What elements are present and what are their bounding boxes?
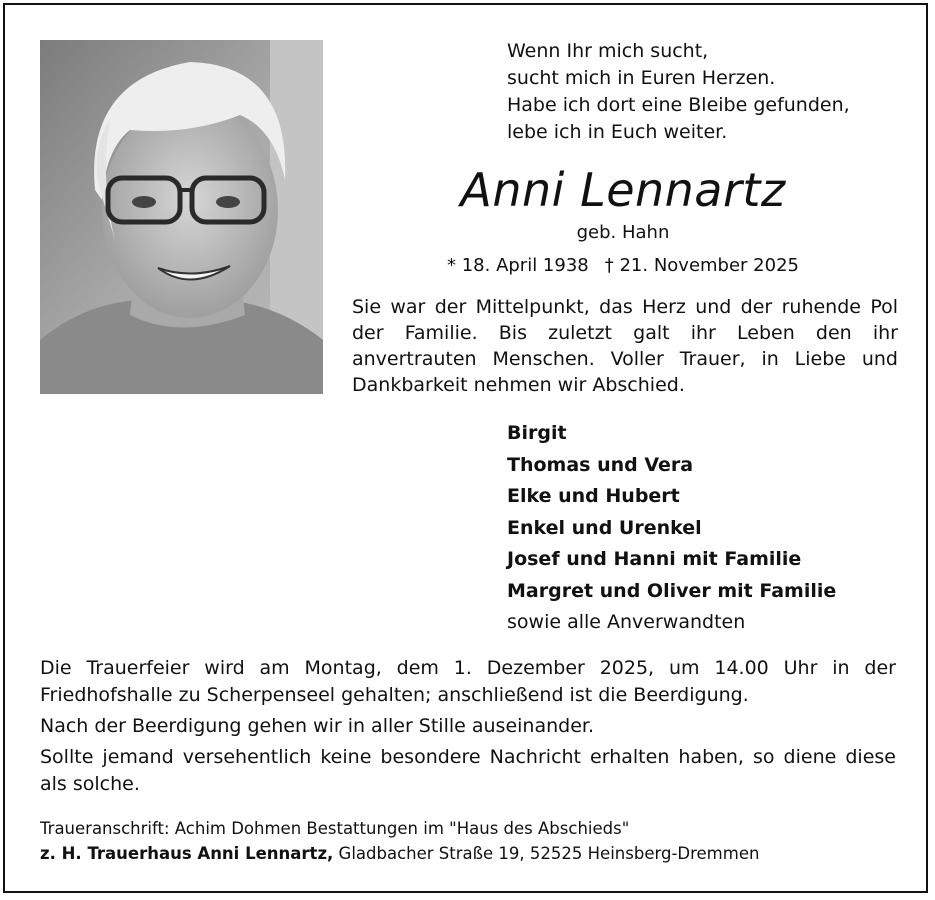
mourners-list bbox=[507, 418, 836, 639]
funeral-info bbox=[40, 655, 896, 802]
mourner-name: Thomas und Vera bbox=[507, 453, 694, 476]
birth-date: * 18. April 1938 bbox=[447, 255, 589, 276]
address-line-1: Traueranschrift: Achim Dohmen Bestattungen im "Haus des Abschieds" bbox=[40, 819, 630, 838]
mourner-name: Elke und Hubert bbox=[507, 485, 680, 507]
mourner-name: Enkel und Urenkel bbox=[507, 516, 702, 539]
address-line-2 bbox=[40, 841, 900, 866]
death-date: † 21. November 2025 bbox=[604, 255, 799, 276]
other-relatives: sowie alle Anverwandten bbox=[507, 611, 746, 633]
poem bbox=[507, 38, 850, 146]
notice-text: Sollte jemand versehentlich keine besondere Nachricht erhalten haben, so diene diese als solche. bbox=[40, 746, 896, 795]
mourner-name: Birgit bbox=[507, 422, 567, 444]
poem-line: lebe ich in Euch weiter. bbox=[507, 121, 728, 143]
portrait-photo bbox=[40, 40, 323, 394]
address-street: Gladbacher Straße 19, 52525 Heinsberg-Dremmen bbox=[333, 844, 760, 863]
poem-line: Wenn Ihr mich sucht, bbox=[507, 40, 709, 62]
birth-name: geb. Hahn bbox=[576, 222, 670, 243]
ceremony-text: Die Trauerfeier wird am Montag, dem 1. Dezember 2025, um 14.00 Uhr in der Friedhofshalle zu Scherpenseel gehalten; anschließend ist die Beerdigung. bbox=[40, 657, 896, 706]
tribute-text: Sie war der Mittelpunkt, das Herz und der ruhende Pol der Familie. Bis zuletzt galt ihr Leben den ihr anvertrauten Menschen. Voller Trauer, in Liebe und Dankbarkeit nehmen wir Abschied. bbox=[352, 296, 898, 396]
mourner-name: Margret und Oliver mit Familie bbox=[507, 579, 837, 602]
address-recipient: z. H. Trauerhaus Anni Lennartz, bbox=[40, 844, 334, 863]
poem-line: Habe ich dort eine Bleibe gefunden, bbox=[507, 94, 850, 116]
mourner-name: Josef und Hanni mit Familie bbox=[507, 548, 802, 570]
after-burial-text: Nach der Beerdigung gehen wir in aller Stille auseinander. bbox=[40, 715, 595, 737]
life-dates bbox=[380, 253, 866, 279]
poem-line: sucht mich in Euren Herzen. bbox=[507, 67, 776, 89]
deceased-name: Anni Lennartz bbox=[460, 163, 786, 217]
mourning-address bbox=[40, 816, 900, 866]
